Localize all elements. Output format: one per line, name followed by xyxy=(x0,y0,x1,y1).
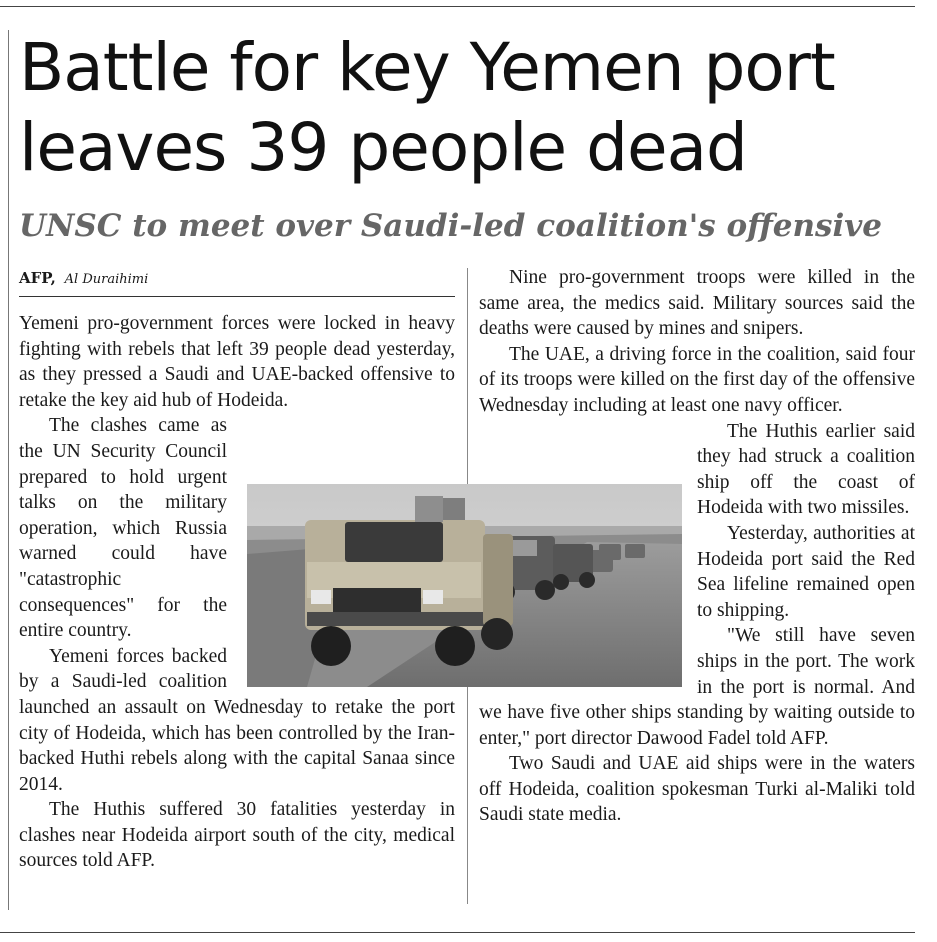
convoy-photo-graphic xyxy=(247,484,682,687)
paragraph-left-3: Yemeni forces backed by a Saudi-led coalition launched an assault on Wednesday to retake the port city of Hodeida, which has been controlled by the Iran-backed Huthi rebels along with the capital Sanaa since 2014. xyxy=(19,645,455,795)
byline-author: Al Duraihimi xyxy=(64,272,149,287)
paragraph-left-2: The clashes came as the UN Security Council prepared to hold urgent talks on the military operation, which Russia warned could have "catastrophic consequences" for the entire country. xyxy=(19,415,227,642)
bottom-rule xyxy=(0,932,915,933)
headline xyxy=(19,28,919,188)
headline-line-2: leaves 39 people dead xyxy=(19,109,747,186)
paragraph-right-6: Two Saudi and UAE aid ships were in the waters off Hodeida, coalition spokesman Turki al-Maliki told Saudi state media. xyxy=(479,753,915,826)
paragraph-right-2: The UAE, a driving force in the coalition, said four of its troops were killed on the first day of the offensive Wednesday including at least one navy officer. xyxy=(479,343,915,416)
top-rule xyxy=(0,6,915,7)
military-convoy-photo xyxy=(247,484,682,687)
paragraph-right-5: "We still have seven ships in the port. The work in the port is normal. And we have five other ships standing by waiting outside to enter," port director Dawood Fadel told AFP. xyxy=(479,625,915,749)
paragraph-right-4: Yesterday, authorities at Hodeida port said the Red Sea lifeline remained open to shipping. xyxy=(697,522,915,621)
left-margin-rule xyxy=(8,30,9,910)
paragraph-left-1: Yemeni pro-government forces were locked in heavy fighting with rebels that left 39 people dead yesterday, as they pressed a Saudi and UAE-backed offensive to retake the key aid hub of Hodeida. xyxy=(19,313,455,411)
paragraph-right-1: Nine pro-government troops were killed in the same area, the medics said. Military sources said the deaths were caused by mines and snipers. xyxy=(479,267,915,340)
paragraph-left-4: The Huthis suffered 30 fatalities yesterday in clashes near Hodeida airport south of the city, medical sources told AFP. xyxy=(19,799,455,872)
byline xyxy=(19,268,148,290)
byline-agency: AFP, xyxy=(19,269,56,287)
byline-rule xyxy=(19,296,455,297)
subheadline: UNSC to meet over Saudi-led coalition's offensive xyxy=(19,208,882,244)
headline-line-1: Battle for key Yemen port xyxy=(19,29,835,106)
paragraph-right-3: The Huthis earlier said they had struck a coalition ship off the coast of Hodeida with two missiles. xyxy=(697,420,915,519)
